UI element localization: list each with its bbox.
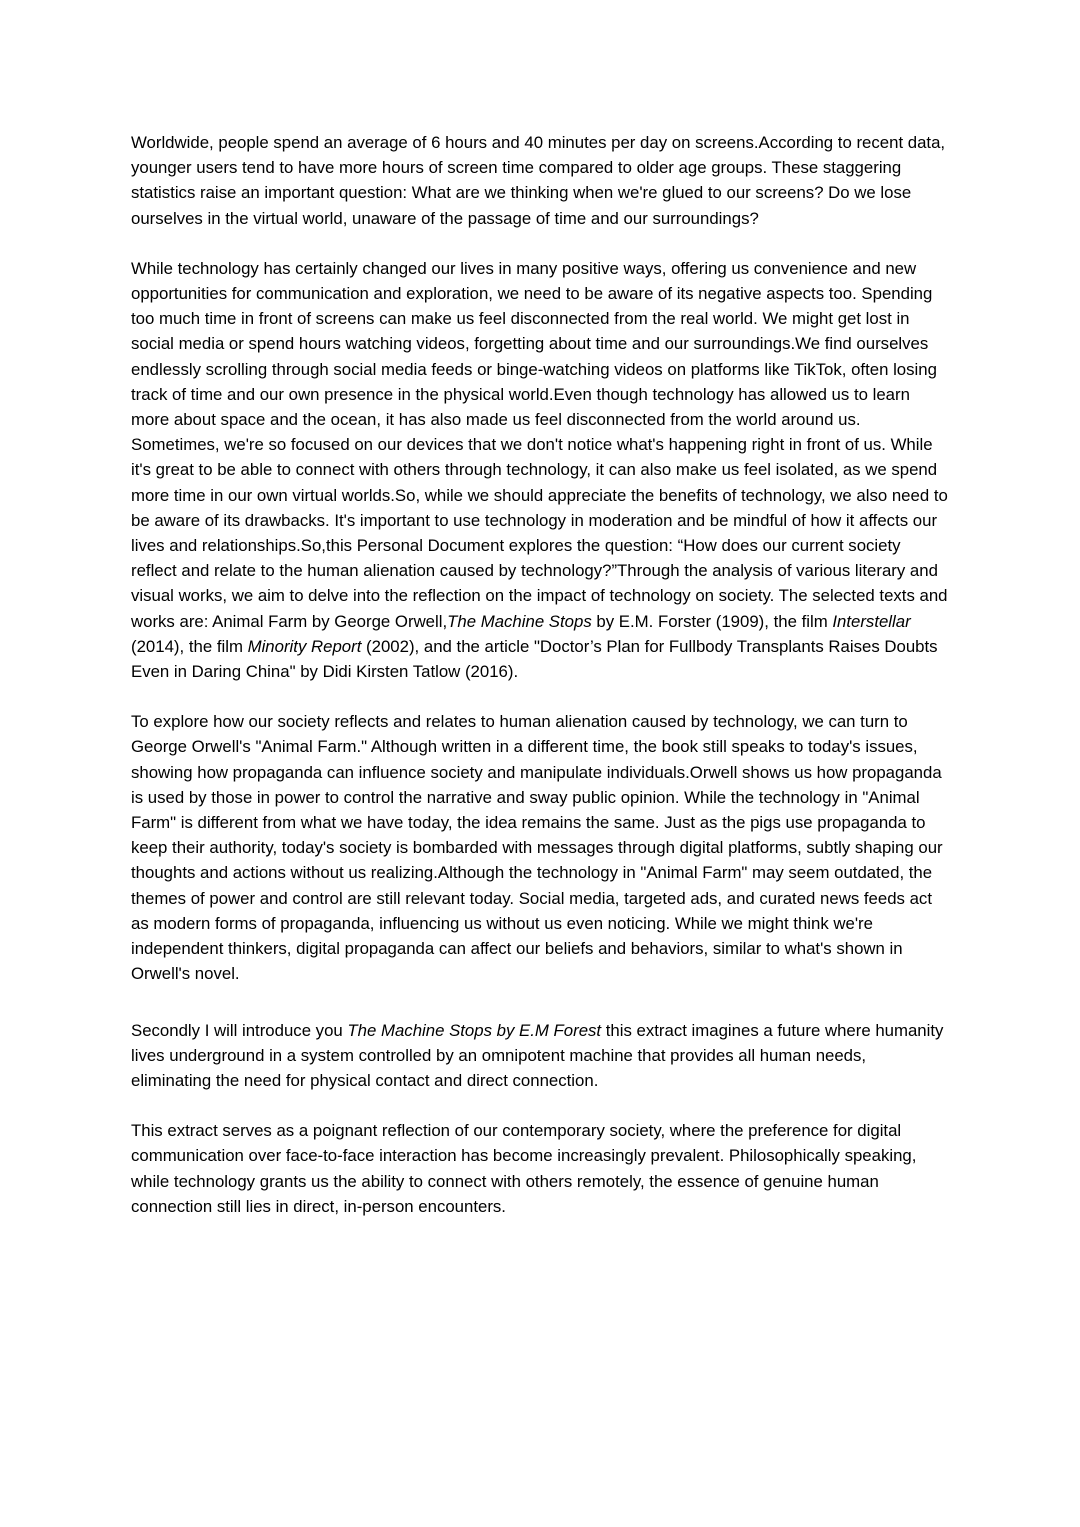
paragraph-animal-farm-analysis xyxy=(131,709,949,986)
text-run: this extract imagines a future where humanity lives underground in a system controlled by an omnipotent machine that provides all human needs, eliminating the need for physical contact and direct connection. xyxy=(131,1020,944,1090)
text-run: by E.M. Forster (1909), the film xyxy=(591,611,833,631)
paragraph-technology-pros-cons xyxy=(131,256,949,684)
italic-text-run: The Machine Stops xyxy=(447,611,592,631)
text-run: (2014), the film xyxy=(131,636,248,656)
paragraph-machine-stops-reflection xyxy=(131,1118,949,1219)
text-run: This extract serves as a poignant reflection of our contemporary society, where the preference for digital communication over face-to-face interaction has become increasingly prevalent. Philosophically speaking, while technology grants us the ability to connect with others remotely, the essence of genuine human connection still lies in direct, in-person encounters. xyxy=(131,1121,917,1216)
paragraph-intro-screen-time xyxy=(131,130,949,231)
paragraph-machine-stops-intro xyxy=(131,1018,949,1094)
text-run: (2002), and the article "Doctor’s Plan for Fullbody Transplants Raises Doubts Even in Daring China" by Didi Kirsten Tatlow (2016). xyxy=(131,636,938,682)
text-run: While technology has certainly changed our lives in many positive ways, offering us convenience and new opportunities for communication and exploration, we need to be aware of its negative aspects too. Spending too much time in front of screens can make us feel disconnected from the real world. We might get lost in social media or spend hours watching videos, forgetting about time and our surroundings.We find ourselves endlessly scrolling through social media feeds or binge-watching videos on platforms like TikTok, often losing track of time and our own presence in the physical world.Even though technology has allowed us to learn more about space and the ocean, it has also made us feel disconnected from the world around us. Sometimes, we're so focused on our devices that we don't notice what's happening right in front of us. While it's great to be able to connect with others through technology, it can also make us feel isolated, as we spend more time in our own virtual worlds.So, while we should appreciate the benefits of technology, we also need to be aware of its drawbacks. It's important to use technology in moderation and be mindful of how it affects our lives and relationships.So,this Personal Document explores the question: “How does our current society reflect and relate to the human alienation caused by technology?”Through the analysis of various literary and visual works, we aim to delve into the reflection on the impact of technology on society. The selected texts and works are: Animal Farm by George Orwell, xyxy=(131,258,948,631)
text-run: Secondly I will introduce you xyxy=(131,1020,348,1040)
text-run: To explore how our society reflects and relates to human alienation caused by technology, we can turn to George Orwell's "Animal Farm." Although written in a different time, the book still speaks to today's issues, showing how propaganda can influence society and manipulate individuals.Orwell shows us how propaganda is used by those in power to control the narrative and sway public opinion. While the technology in "Animal Farm" is different from what we have today, the idea remains the same. Just as the pigs use propaganda to keep their authority, today's society is bombarded with messages through digital platforms, subtly shaping our thoughts and actions without us realizing.Although the technology in "Animal Farm" may seem outdated, the themes of power and control are still relevant today. Social media, targeted ads, and curated news feeds act as modern forms of propaganda, influencing us without us even noticing. While we might think we're independent thinkers, digital propaganda can affect our beliefs and behaviors, similar to what's shown in Orwell's novel. xyxy=(131,712,943,984)
italic-text-run: Interstellar xyxy=(832,611,911,631)
text-run: Worldwide, people spend an average of 6 hours and 40 minutes per day on screens.According to recent data, younger users tend to have more hours of screen time compared to older age groups. These staggering statistics raise an important question: What are we thinking when we're glued to our screens? Do we lose ourselves in the virtual world, unaware of the passage of time and our surroundings? xyxy=(131,133,946,228)
document-body xyxy=(131,130,949,1219)
italic-text-run: The Machine Stops by E.M Forest xyxy=(347,1020,602,1040)
italic-text-run: Minority Report xyxy=(247,636,362,656)
